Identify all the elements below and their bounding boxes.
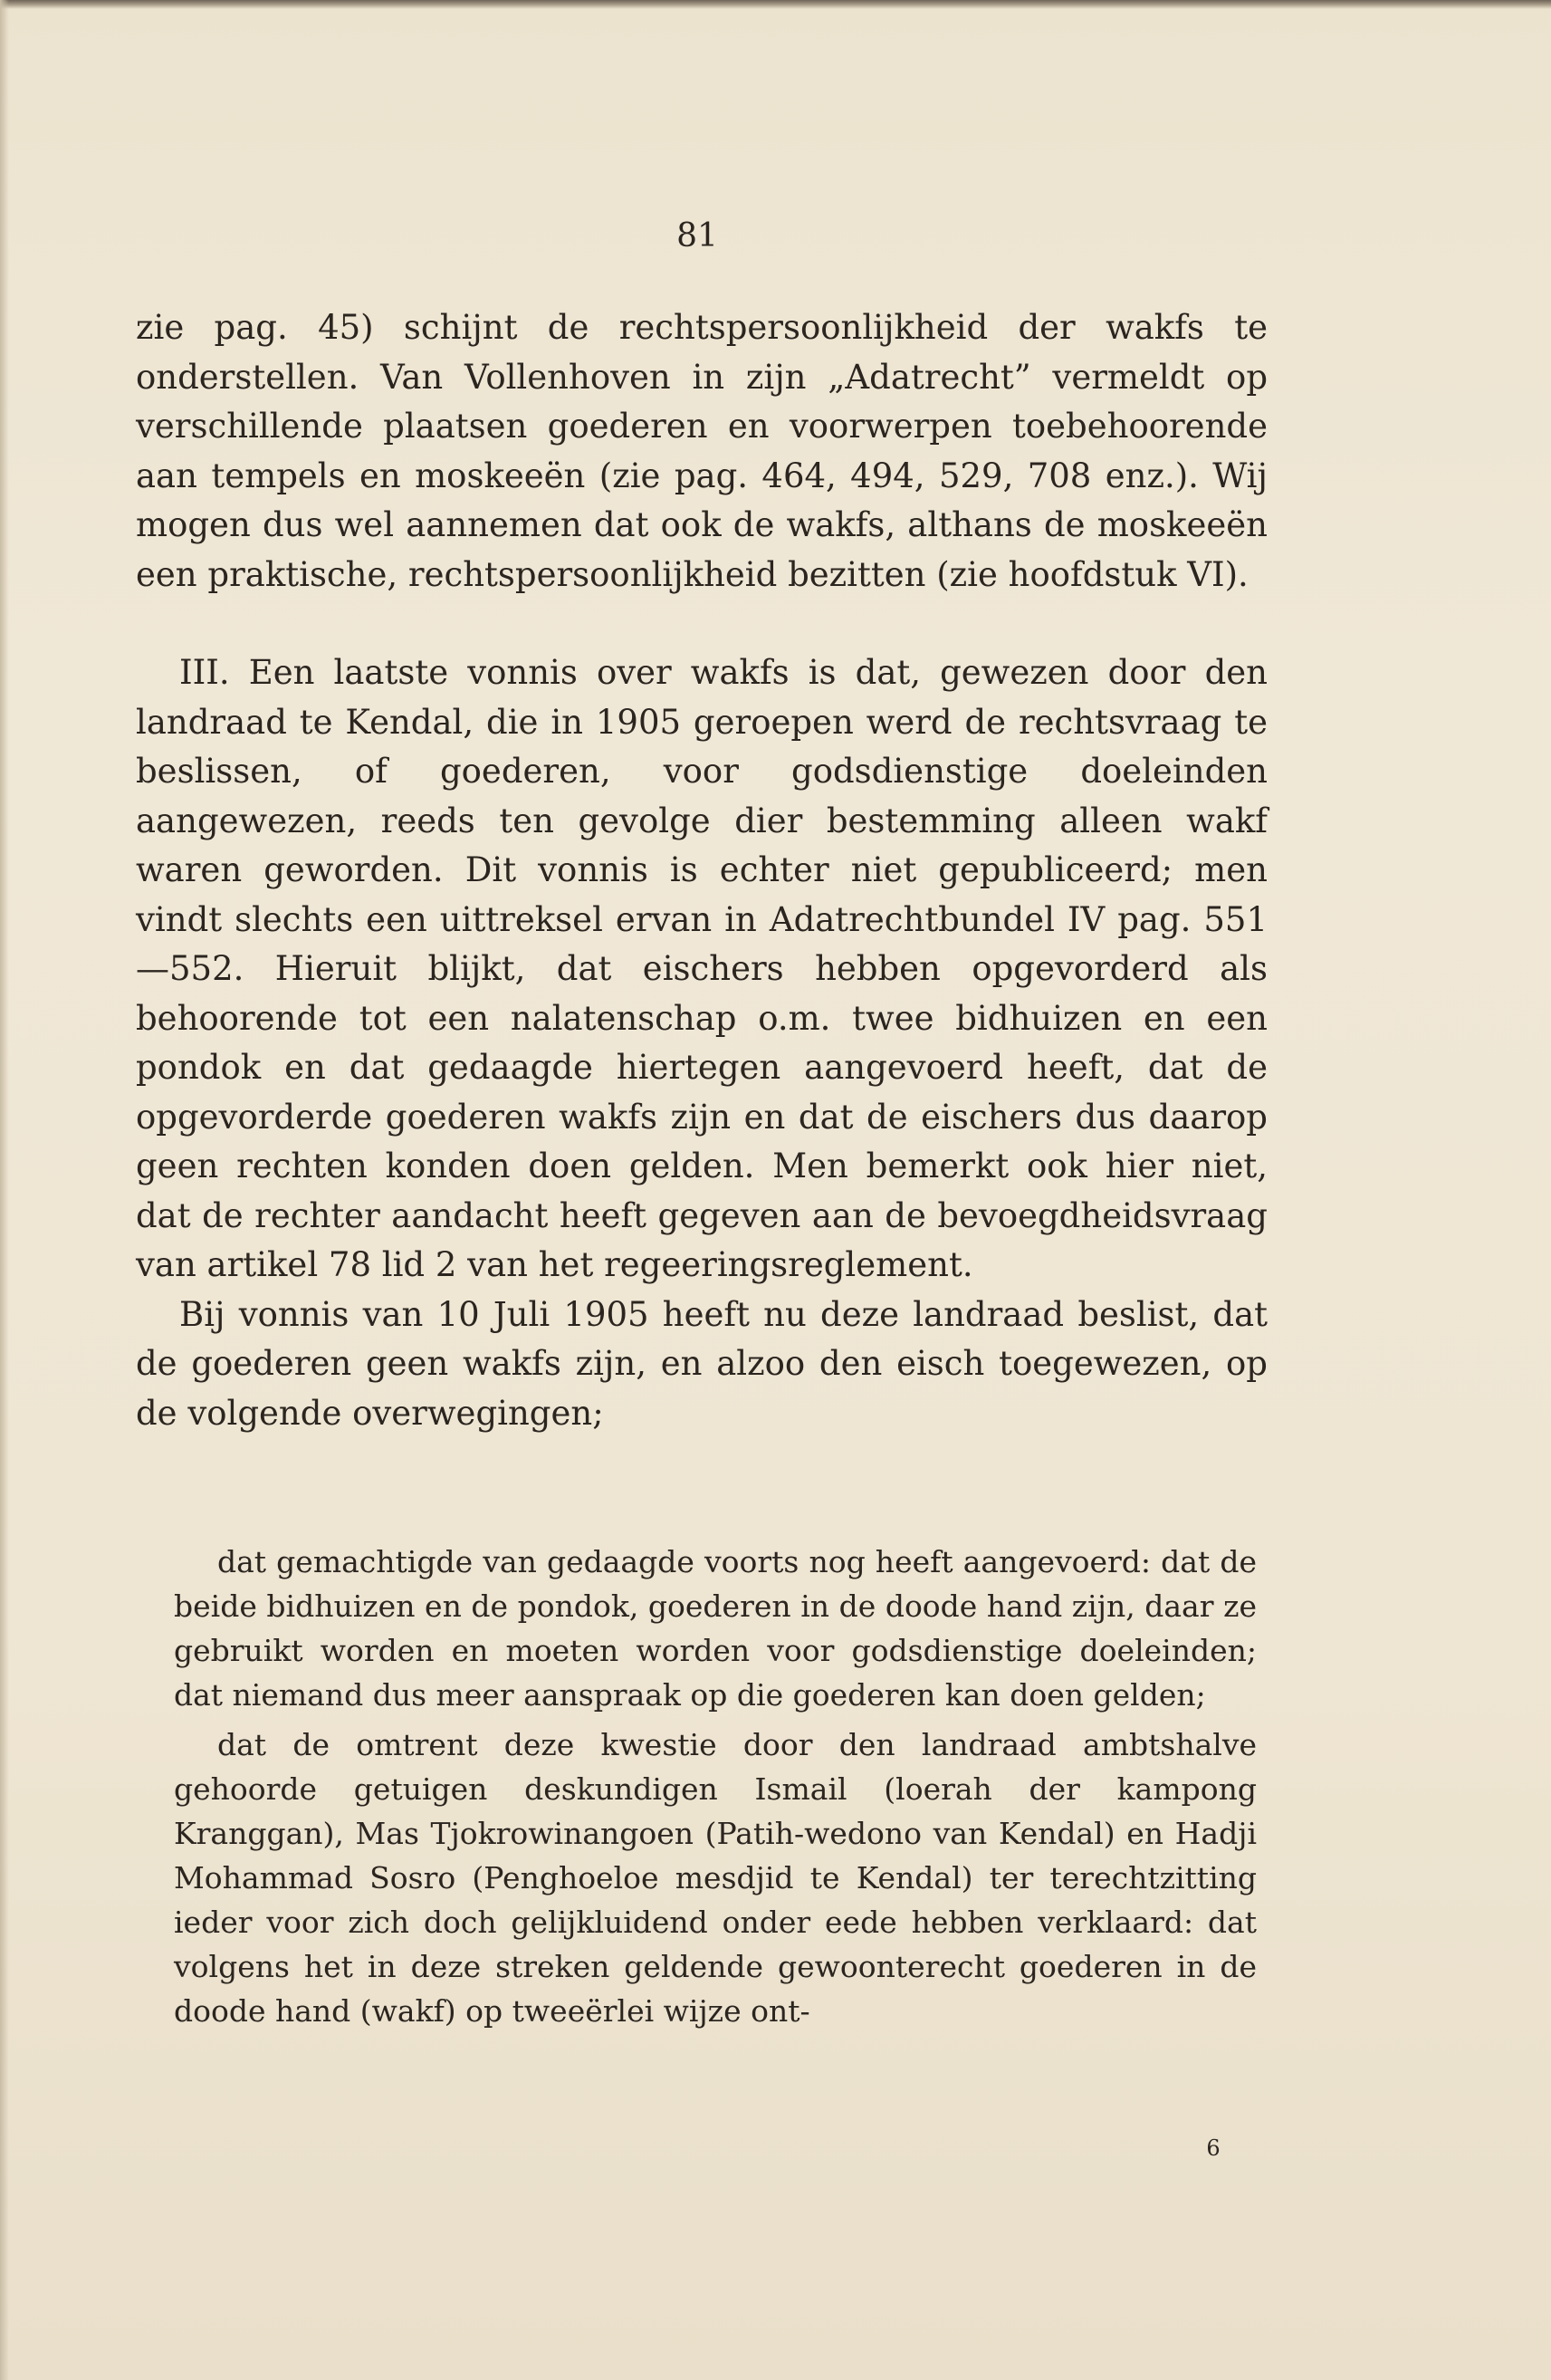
quoted-considerations [174, 1540, 1257, 2039]
signature-mark: 6 [1206, 2135, 1221, 2161]
paragraph-section-iii: III. Een laatste vonnis over wakfs is dat, gewezen door den landraad te Kendal, die in 1905 geroepen werd de rechtsvraag te beslissen, of goederen, voor godsdienstige doeleinden aangewezen, reeds ten gevolge dier bestemming alleen wakf waren geworden. Dit vonnis is echter niet gepubliceerd; men vindt slechts een uittreksel ervan in Adatrechtbundel IV pag. 551—552. Hieruit blijkt, dat eischers hebben opgevorderd als behoorende tot een nalatenschap o.m. twee bidhuizen en een pondok en dat gedaagde hiertegen aangevoerd heeft, dat de opgevorderde goederen wakfs zijn en dat de eischers dus daarop geen rechten konden doen gelden. Men bemerkt ook hier niet, dat de rechter aandacht heeft gegeven aan de bevoegdheidsvraag van artikel 78 lid 2 van het regeeringsreglement. [136, 653, 1268, 1284]
paragraph-continuation: zie pag. 45) schijnt de rechtspersoonlijkheid der wakfs te onderstellen. Van Vollenhoven in zijn „Adatrecht” vermeldt op verschillende plaatsen goederen en voorwerpen toebehoorende aan tempels en moskeeën (zie pag. 464, 494, 529, 708 enz.). Wij mogen dus wel aannemen dat ook de wakfs, althans de moskeeën een praktische, rechtspersoonlijkheid bezitten (zie hoofdstuk VI). [136, 308, 1268, 594]
page-left-edge [0, 0, 9, 2380]
main-text [136, 303, 1268, 1438]
quote-paragraph: dat de omtrent deze kwestie door den landraad ambtshalve gehoorde getuigen deskundigen Ismail (loerah der kampong Kranggan), Mas Tjokrowinangoen (Patih-wedono van Kendal) en Hadji Mohammad Sosro (Penghoeloe mesdjid te Kendal) ter terechtzitting ieder voor zich doch gelijkluidend onder eede hebben verklaard: dat volgens het in deze streken geldende gewoonterecht goederen in de doode hand (wakf) op tweeërlei wijze ont- [174, 1727, 1257, 2029]
quote-paragraph: dat gemachtigde van gedaagde voorts nog heeft aangevoerd: dat de beide bidhuizen en de pondok, goederen in de doode hand zijn, daar ze gebruikt worden en moeten worden voor godsdienstige doeleinden; dat niemand dus meer aanspraak op die goederen kan doen gelden; [174, 1544, 1257, 1713]
page-top-edge [0, 0, 1551, 9]
paragraph-judgment-intro: Bij vonnis van 10 Juli 1905 heeft nu deze landraad beslist, dat de goederen geen wakfs zijn, en alzoo den eisch toegewezen, op de volgende overwegingen; [136, 1294, 1268, 1433]
page-number: 81 [676, 217, 718, 254]
